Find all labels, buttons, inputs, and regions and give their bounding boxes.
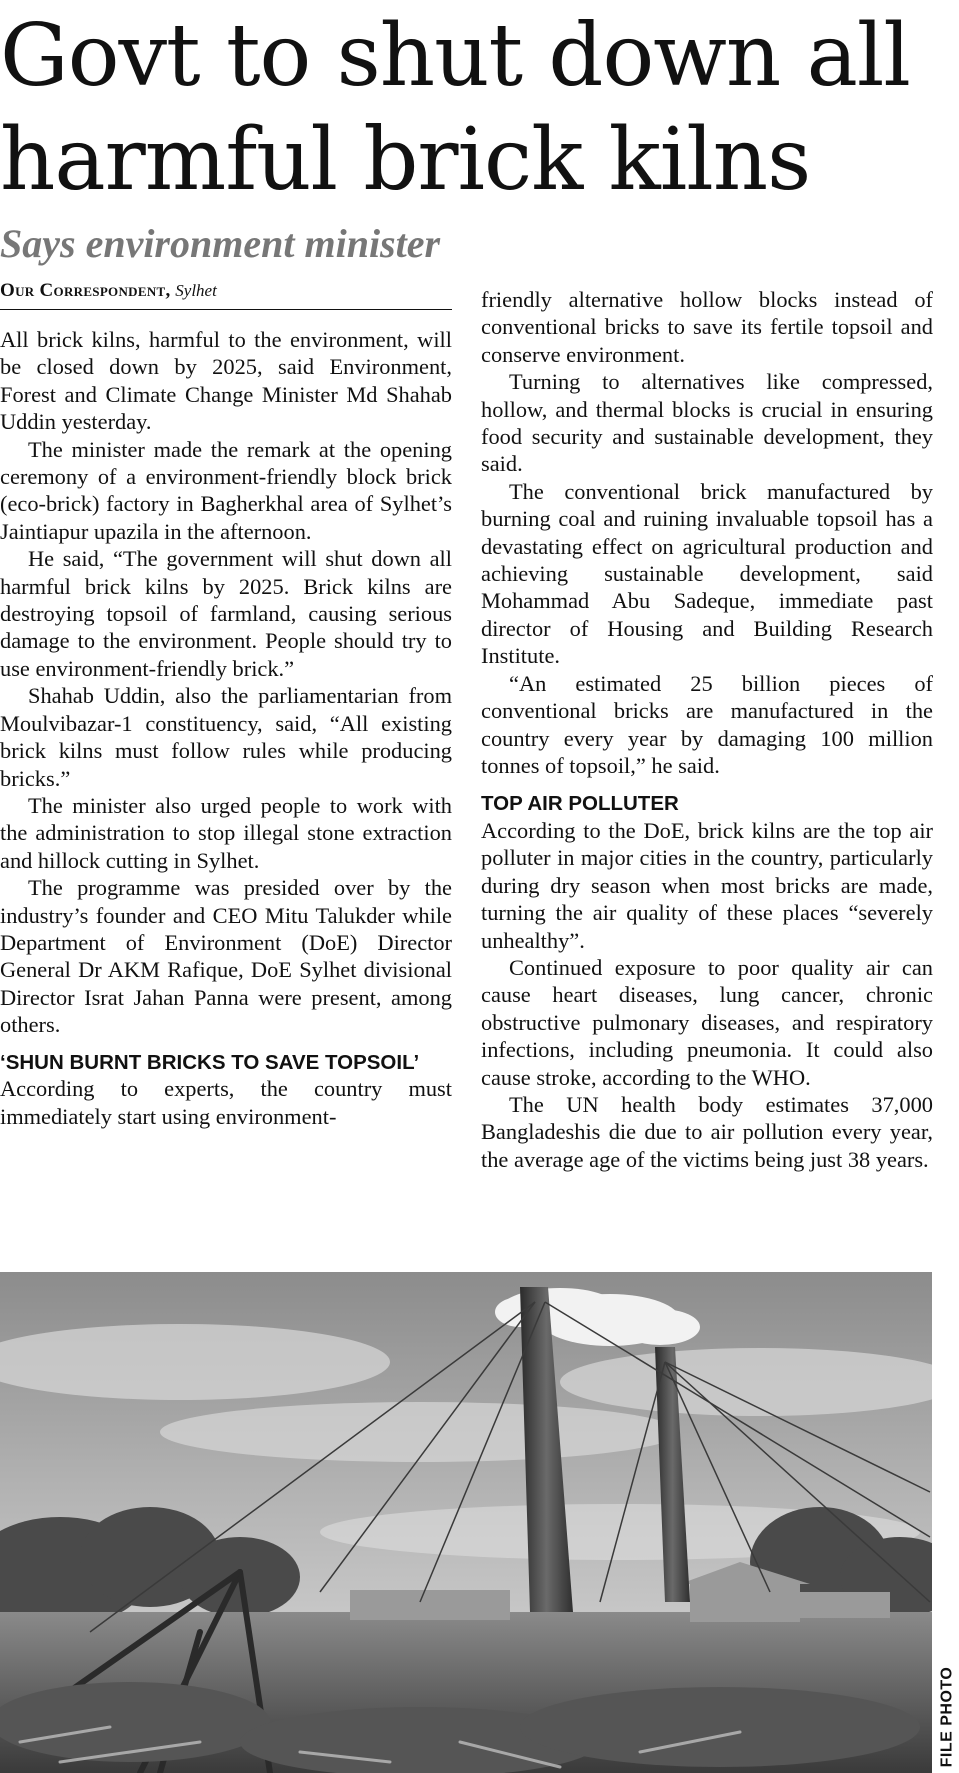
photo-credit bbox=[934, 1660, 959, 1773]
paragraph: The minister made the remark at the opening ceremony of a environment-friendly block brick (eco-brick) factory in Bagherkhal area of Sylhet’s Jaintiapur upazila in the afternoon. bbox=[0, 436, 452, 544]
paragraph: The UN health body estimates 37,000 Bangladeshis die due to air pollution every year, the average age of the victims being just 38 years. bbox=[481, 1091, 933, 1172]
headline: Govt to shut down all harmful brick kilns bbox=[0, 6, 910, 210]
subheading: TOP AIR POLLUTER bbox=[481, 792, 679, 816]
paragraph: All brick kilns, harmful to the environment, will be closed down by 2025, said Environment, Forest and Climate Change Minister Md Shahab Uddin yesterday. bbox=[0, 327, 452, 435]
byline-author: Our Correspondent, bbox=[0, 280, 171, 301]
paragraph: The conventional brick manufactured by burning coal and ruining invaluable topsoil has a devastating effect on agricultural production and achieving sustainable development, said Mohammad Abu Sadeque, immediate past director of Housing and Building Research Institute. bbox=[481, 478, 933, 669]
paragraph: Shahab Uddin, also the parliamentarian from Moulvibazar-1 constituency, said, “All existing brick kilns must follow rules while producing bricks.” bbox=[0, 683, 452, 791]
paragraph: He said, “The government will shut down all harmful brick kilns by 2025. Brick kilns are destroying topsoil of farmland, causing serious damage to the environment. People should try to use environment-friendly brick.” bbox=[0, 546, 452, 681]
photo-credit-label: FILE PHOTO bbox=[938, 1666, 955, 1767]
byline-location: Sylhet bbox=[175, 281, 217, 300]
paragraph: Turning to alternatives like compressed, hollow, and thermal blocks is crucial in ensuring food security and sustainable development, they said. bbox=[481, 369, 933, 477]
brick-kiln-photo bbox=[0, 1272, 932, 1773]
byline bbox=[0, 279, 452, 310]
subheading: ‘SHUN BURNT BRICKS TO SAVE TOPSOIL’ bbox=[0, 1050, 420, 1074]
paragraph: The minister also urged people to work with the administration to stop illegal stone extraction and hillock cutting in Sylhet. bbox=[0, 792, 452, 873]
article-column-2 bbox=[481, 286, 933, 1173]
article-column-1 bbox=[0, 326, 452, 1130]
paragraph: According to experts, the country must immediately start using environment- bbox=[0, 1076, 452, 1129]
paragraph: According to the DoE, brick kilns are the top air polluter in major cities in the country, particularly during dry season when most bricks are made, turning the air quality of these places “severely unhealthy”. bbox=[481, 817, 933, 953]
paragraph: “An estimated 25 billion pieces of conventional bricks are manufactured in the country every year by damaging 100 million tonnes of topsoil,” he said. bbox=[481, 670, 933, 778]
paragraph: friendly alternative hollow blocks instead of conventional bricks to save its fertile topsoil and conserve environment. bbox=[481, 287, 933, 367]
paragraph: The programme was presided over by the industry’s founder and CEO Mitu Talukder while Department of Environment (DoE) Director General Dr AKM Rafique, DoE Sylhet divisional Director Israt Jahan Panna were present, among others. bbox=[0, 875, 452, 1038]
paragraph: Continued exposure to poor quality air can cause heart diseases, lung cancer, chronic obstructive pulmonary diseases, and respiratory infections, including pneumonia. It could also cause stroke, according to the WHO. bbox=[481, 954, 933, 1090]
deck-subtitle: Says environment minister bbox=[0, 221, 441, 266]
